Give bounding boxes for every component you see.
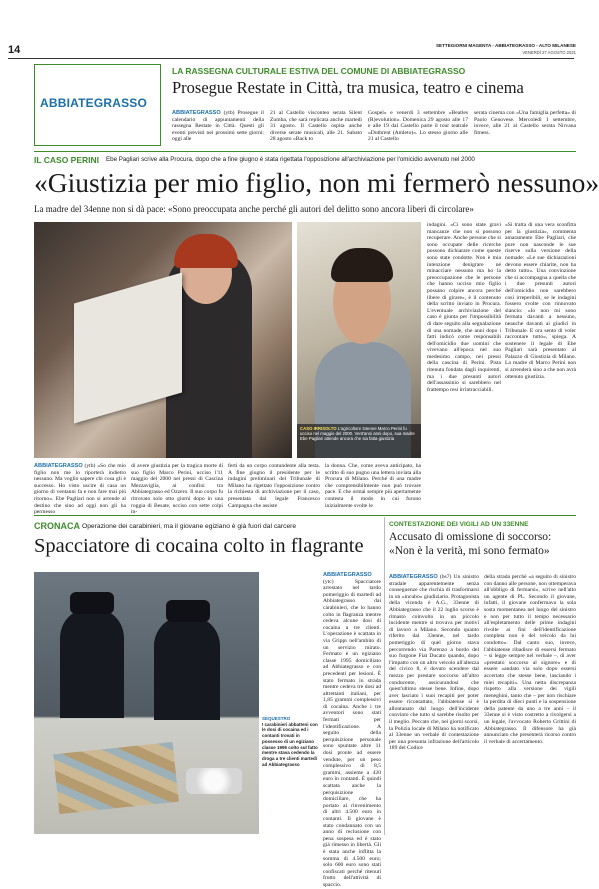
story1-place: ABBIATEGRASSO: [172, 110, 221, 116]
story3-place: ABBIATEGRASSO: [323, 572, 372, 578]
story4-place: ABBIATEGRASSO: [389, 574, 438, 580]
newspaper-name: SETTEGIORNI MAGENTA - ABBIATEGRASSO - ALTO MILANESE: [435, 43, 576, 48]
story1-col1-text: (ytb) Prosegue il calendario di appuntamenti della rassegna Restate in Città. Questi gli eventi previsti nei prossimi sette giorni: oggi alle: [172, 110, 264, 143]
story2-tagline: Ebe Pagliari scrive alla Procura, dopo che a fine giugno è stata rigettata l'opposizione all'archiviazione per l'omicidio avvenuto nel 2000: [106, 156, 475, 163]
officer-right-hat: [166, 600, 210, 622]
story2-col3: ferti da un corpo contundente alla testa. A fine giugno il presidente per le indagini preliminari del Tribunale di Milano ha rigettato l'opposizione contro la richiesta di archiviazione per il caso, presentata dal legale Francesco Campagna che assiste: [228, 463, 320, 509]
photo-victim: [297, 222, 421, 458]
story3-tag: CRONACA: [34, 521, 80, 531]
story2-col1: [34, 463, 126, 516]
story2-right-col1: indagini. «Ci sono state gravi mancanze che non si possono recuperare. Anche persone che si sono occupate delle ricerche possono dichiarare come queste sono state condotte. Non è mia intenzione denigrare né minacciare nessuno ma ho la preoccupazione che le persone che hanno ucciso mio figlio possano colpire ancora perché libere di girare», è il contenuto della scritto inviato in Procura. L'eventuale archiviazione del caso è giunta per l'impossibilità di dare seguito alla segnalazione di una nomade, che anni dopo i fatti indicò come responsabili dell'omicidio due uomini che vivevano all'epoca nel suo medesimo campo, nei pressi della cascina di Perini. Pista ritenuta fondata dagli inquirenti, ma i due presunti autori dell'assassinio si sarebbero nel frattempo resi irrintracciabili.: [427, 222, 501, 393]
story4-headline: Accusato di omissione di soccorso: «Non è la verità, mi sono fermato»: [389, 531, 552, 557]
photo-mother: [34, 222, 292, 458]
story3-caption-tag: SEQUESTRO: [262, 716, 291, 721]
story3-headline: Spacciatore di cocaina colto in flagrante: [34, 535, 364, 557]
story4-col1: [389, 574, 479, 834]
divider-2: [34, 515, 576, 516]
story2-col4: la donna. Che, come aveva anticipato, ha scritto di suo pugno una lettera inviata alla Procura di Milano. Perché di una madre che comprensibilmente non può trovare pace. E che ormai sempre più apertamente contesta il modo in cui furono inizialmente svolte le: [325, 463, 421, 509]
officer-left-hat: [70, 592, 114, 614]
story2-tag: IL CASO PERINI: [34, 155, 100, 165]
page-number: 14: [8, 44, 21, 56]
officer-left: [60, 608, 124, 718]
victim-hair: [331, 248, 393, 282]
story3-caption: [262, 716, 320, 767]
mother-hair: [174, 234, 238, 268]
story2-subhead: La madre del 34enne non si dà pace: «Sono preoccupata anche perché gli autori del delitto sono ancora liberi di circolare»: [34, 204, 474, 214]
header-rule: [8, 58, 574, 59]
story2-col1-text: (ytb) «So che mio figlio non me lo riporterà indietro nessuno. Ma voglio sapere chi cosa gli è successo. Ho visto uscire di casa un giorno di ventanni fa e non fare mai più ritorno». Ebe Pagliari non si arrende al destino che sino ad oggi non gli ha permesso: [34, 463, 126, 516]
section-label: ABBIATEGRASSO: [40, 96, 148, 110]
officer-right: [154, 616, 220, 720]
story3-tagline: Operazione dei carabinieri, ma il giovane egiziano è già fuori dal carcere: [82, 523, 297, 530]
story2-caption-text: L'agricoltore 34enne Marco Perini fu ucciso nel maggio del 2000. Vent'anni anni dopo, sua madre Ebe Pagliari attende ancora che sia fatta giustizia: [300, 426, 415, 442]
story3-caption-text: I carabinieri abbatteni con le dosi di cocaina ed i contanti trovati in possesso di un egiziano classe 1995 colto sul fatto mentre stava cedendo la droga a tre clienti martedì ad Abbiategrasso: [262, 721, 318, 767]
story2-right-col2: «Si tratta di una vera sconfitta per la giustizia», commenta amaramente Ebe Pagliari, che pure non nasconde le sue riserve sulla versione della nomade: «Le sue dichiarazioni devono essere chiarite, non ha detto tutto». Una convinzione che si accompagna a quella che i due presunti autori dell'omicidio non sarebbero così irreperibili, se le indagini fossero svolte con rinnovato slancio: «Io non mi sono fermata davanti a nessuno, neanche davanti ai giudici in Tribunale. E ora sento di voler raccontare tutto», spiega. A sostenere il legale di Ebe Pagliari sarà presentato al Palazzo di Giustizia di Milano. La madre di Marco Perini non si arrenderà sino a che non avrà ottenuto giustizia.: [505, 222, 576, 380]
photo-seizure: [34, 572, 259, 834]
story1-kicker: LA RASSEGNA CULTURALE ESTIVA DEL COMUNE DI ABBIATEGRASSO: [172, 66, 466, 76]
story2-caption-tag: CASO IRRISOLTO: [300, 426, 337, 431]
story4-col1-text: (bs7) Un sinistro stradale apparentemente senza conseguenze che rischia di trasformarsi in un «incubo» giudiziario. Protagonista della vicenda è A.G., 33enne di Abbiategrasso che il 22 luglio scorso è rimasto coinvolto in un piccolo incidente mentre si trovava per motivi di lavoro a Milano. Secondo quanto riferito dal 33enne, nel tardo pomeriggio di quel giorno stava percorrendo via Parenzo a bordo del suo furgone Fiat Ducato quando, dopo l'impatto con un altro veicolo all'altezza del civico 8, è dovuto scendere dal mezzo per prestare soccorso all'altro conducente, assicurandosi che quest'ultimo stesse bene. Infine, dopo aver lasciato i suoi recapiti per poter essere ricontattato, l'abbiatense si è allontanato dal luogo dell'incidente convinto che tutto si sarebbe risolto per il meglio. Peccato che, nei giorni scorsi, la Polizia locale di Milano ha notificato al 33enne un verbale di contestazione per una presunta infrazione dell'articolo 189 del Codice: [389, 574, 479, 752]
drug-doses: [186, 768, 242, 794]
column-rule: [384, 517, 385, 835]
story2-headline: «Giustizia per mio figlio, non mi fermerò nessuno»: [34, 167, 599, 198]
story2-caption: [300, 426, 419, 442]
story1-col3: Gospel» e venerdì 3 settembre «Beatles (R)evolution». Domenica 29 agosto alle 17 e alle 19 dal Castello parte il tour teatrale «Dutbrent (Amleto)». Lo stesso giorno alle 21 al Castello: [368, 110, 468, 143]
issue-date: VENERDÌ 27 AGOSTO 2021: [522, 50, 576, 55]
story1-headline: Prosegue Restate in Città, tra musica, teatro e cinema: [172, 78, 524, 97]
story1-col1: [172, 110, 264, 146]
divider-1: [34, 151, 576, 152]
story2-place: ABBIATEGRASSO: [34, 463, 83, 469]
story3-col1: [323, 572, 381, 888]
story1-col2: 21 al Castello visconteo serata Silent Zumba, che sarà replicata anche martedì 31 agosto. Il Castello ospita anche diverse serate musicali, alle 21. Sabato 28 agosto «Back to: [270, 110, 362, 143]
story3-col1-text: (ytc) Spacciatore arrestato nel tardo pomeriggio di martedì ad Abbiategrasso dai carabinieri, che lo hanno colto in flagranza mentre cedeva alcune dosi di cocaina a tre clienti. L'operazione è scattata in via Grippi nell'ambito di un servizio mirato. Fermato è un egiziano classe 1995 domiciliato ad Abbiategrasso e con precedenti per lesioni. È stato fermato in strada mentre cedeva tre dosi ad altrettanti italiani, per 1,85 grammi complessivi di cocaina. Anche i tre avventori sono stati fermati per l'identificazione. A seguito della perquisizione personale sono spuntate altre 11 dosi pronte ad essere vendute, per un peso complessivo di 8,5 grammi, assieme a 420 euro in contanti. È quindi scattata anche la perquisizione domiciliare, che ha portato al rinvenimento di altri 4.500 euro in contanti. Il giovane è stato condannato con un anno di reclusione con pena sospesa ed è stato già rimesso in libertà. Gli è stata anche inflitta la somma di 4.500 euro; solo 600 euro sono stati confiscati perché ritenuti frutto dell'attività di spaccio.: [323, 578, 381, 888]
story2-col2: di avere giustizia per la tragica morte di suo figlio Marco Perini, ucciso l'11 maggio del 2000 nei pressi di Cascina Mezzaviglia, ai confini tra Abbiategrasso ed Ozzero. Il suo corpo fu ritrovato solo otto giorni dopo in una roggia di Besate, ucciso con sette colpi in-: [131, 463, 223, 516]
banknotes: [53, 742, 179, 814]
story4-col2: della strada perché «a seguito di sinistro con danno alle persone, non ottemperava all'obbligo di fermarsi», scrive nell'atto un agente di PL. Secondo il giovane, infatti, il giovane confermava la sola sosta momentanea nel luogo del sinistro e non per tutto il tempo necessario all'espletamento delle prime indagini rivolte ai fini dell'identificazione completa non è del veicolo da lui condotto». Dal canto suo, invece, l'abbiatense ribadisce di essersi fermato – si legge sempre nel verbale –, di aver «prestato soccorso al signore» e di essere «andato via solo dopo essersi accertato che stesse bene, lasciando i miei recapiti». Una netta discrepanza rispetto alla versione dei vigili meneghini, tanto che – per non rischiare la perdita di dieci punti e la sospensione della patente da uno a tre anni – il 33enne si è visto costretto a rivolgersi a un legale, l'avvocato Roberto Grittini di Abbiategrasso. Il difensore ha già annunciato che presenterà ricorso contro il verbale di accertamento.: [484, 574, 576, 745]
story4-kicker: CONTESTAZIONE DEI VIGILI AD UN 33ENNE: [389, 521, 529, 528]
story1-col4: serata cinema con «Una famiglia perfetta» di Paolo Genovese. Mercoledì 1 settembre, invece, alle 21 al Castello serata Nirvana fitness.: [474, 110, 576, 136]
